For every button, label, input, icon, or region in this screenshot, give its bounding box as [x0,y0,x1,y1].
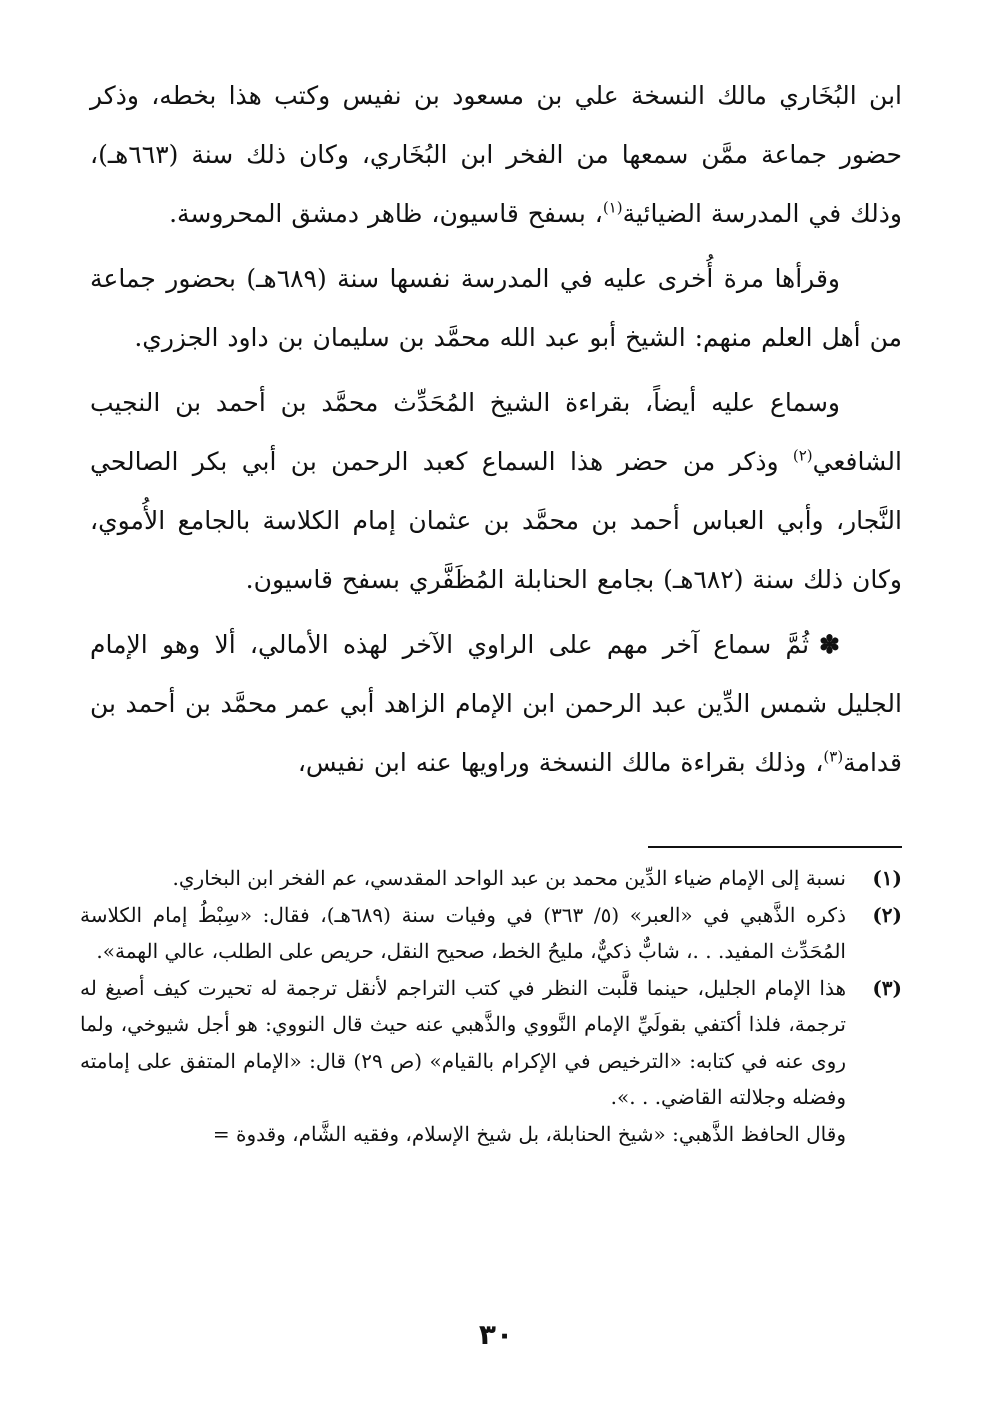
paragraph-4-part-2: ، وذلك بقراءة مالك النسخة وراويها عنه ابن نفيس، [297,748,824,777]
footnote-2 [80,897,902,970]
footnote-text: نسبة إلى الإمام ضياء الدِّين محمد بن عبد الواحد المقدسي، عم الفخر ابن البخاري. [172,866,846,890]
paragraph-3-part-1: وسماع عليه أيضاً، بقراءة الشيخ المُحَدِّث محمَّد بن أحمد بن النجيب الشافعي [90,388,902,476]
paragraph-3 [90,373,902,609]
footnote-number: (٣) [872,975,902,1000]
paragraph-1-part-1: ابن البُخَاري مالك النسخة علي بن مسعود بن نفيس وكتب هذا بخطه، وذكر حضور جماعة ممَّن سمعها من الفخر ابن البُخَاري، وكان ذلك سنة (٦٦٣هـ)، وذلك في المدرسة الضيائية [90,81,902,228]
paragraph-4 [90,615,902,792]
footnote-3 [80,970,902,1116]
page-body [90,66,902,798]
footnote-ref-1[interactable]: (١) [602,198,623,217]
footnote-text: هذا الإمام الجليل، حينما قلَّبت النظر في كتب التراجم لأنقل ترجمة له تحيرت كيف أصيغ له ترجمة، فلذا أكتفي بقولَيِّ الإمام النَّووي والذَّهبي عنه حيث قال النووي: هو أجل شيوخي، ولما روى عنه في كتابه: «الترخيص في الإكرام بالقيام» (ص ٢٩) قال: «الإمام المتفق على إمامته وفضله وجلالته القاضي. . .». [80,975,847,1109]
paragraph-3-part-2: وذكر من حضر هذا السماع كعبد الرحمن بن أبي بكر الصالحي النَّجار، وأبي العباس أحمد بن محمَّد بن عثمان إمام الكلاسة بالجامع الأُموي، وكان ذلك سنة (٦٨٢هـ) بجامع الحنابلة المُظَفَّري بسفح قاسيون. [90,447,902,594]
footnote-text: ذكره الذَّهبي في «العبر» (٥/ ٣٦٣) في وفيات سنة (٦٨٩هـ)، فقال: «سِبْطُ إمام الكلاسة المُحَدِّث المفيد. . .، شابٌّ ذكيٌّ، مليحُ الخط، صحيح النقل، حريص على الطلب، عالي الهمة». [80,902,846,963]
footnote-1 [80,860,902,897]
main-text [90,66,902,792]
footnotes [80,860,902,1152]
asterisk-icon: ✽ [819,630,840,659]
footnote-ref-3[interactable]: (٣) [823,747,844,766]
footnote-ref-2[interactable]: (٢) [792,446,813,465]
footnote-3-continuation: وقال الحافظ الذَّهبي: «شيخ الحنابلة، بل شيخ الإسلام، وفقيه الشَّام، وقدوة = [212,1121,846,1146]
footnote-number: (١) [872,866,902,890]
paragraph-2: وقرأها مرة أُخرى عليه في المدرسة نفسها سنة (٦٨٩هـ) بحضور جماعة من أهل العلم منهم: الشيخ أبو عبد الله محمَّد بن سليمان بن داود الجزري. [90,264,902,352]
footnote-separator [648,846,902,848]
page-number: ٣٠ [478,1318,514,1351]
footnote-number: (٢) [872,902,902,927]
paragraph-4-part-1: ثُمَّ سماع آخر مهم على الراوي الآخر لهذه الأمالي، ألا وهو الإمام الجليل شمس الدِّين عبد الرحمن ابن الإمام الزاهد أبي عمر محمَّد بن أحمد بن قدامة [90,630,902,777]
paragraph-1 [90,66,902,243]
paragraph-1-part-2: ، بسفح قاسيون، ظاهر دمشق المحروسة. [169,199,603,228]
